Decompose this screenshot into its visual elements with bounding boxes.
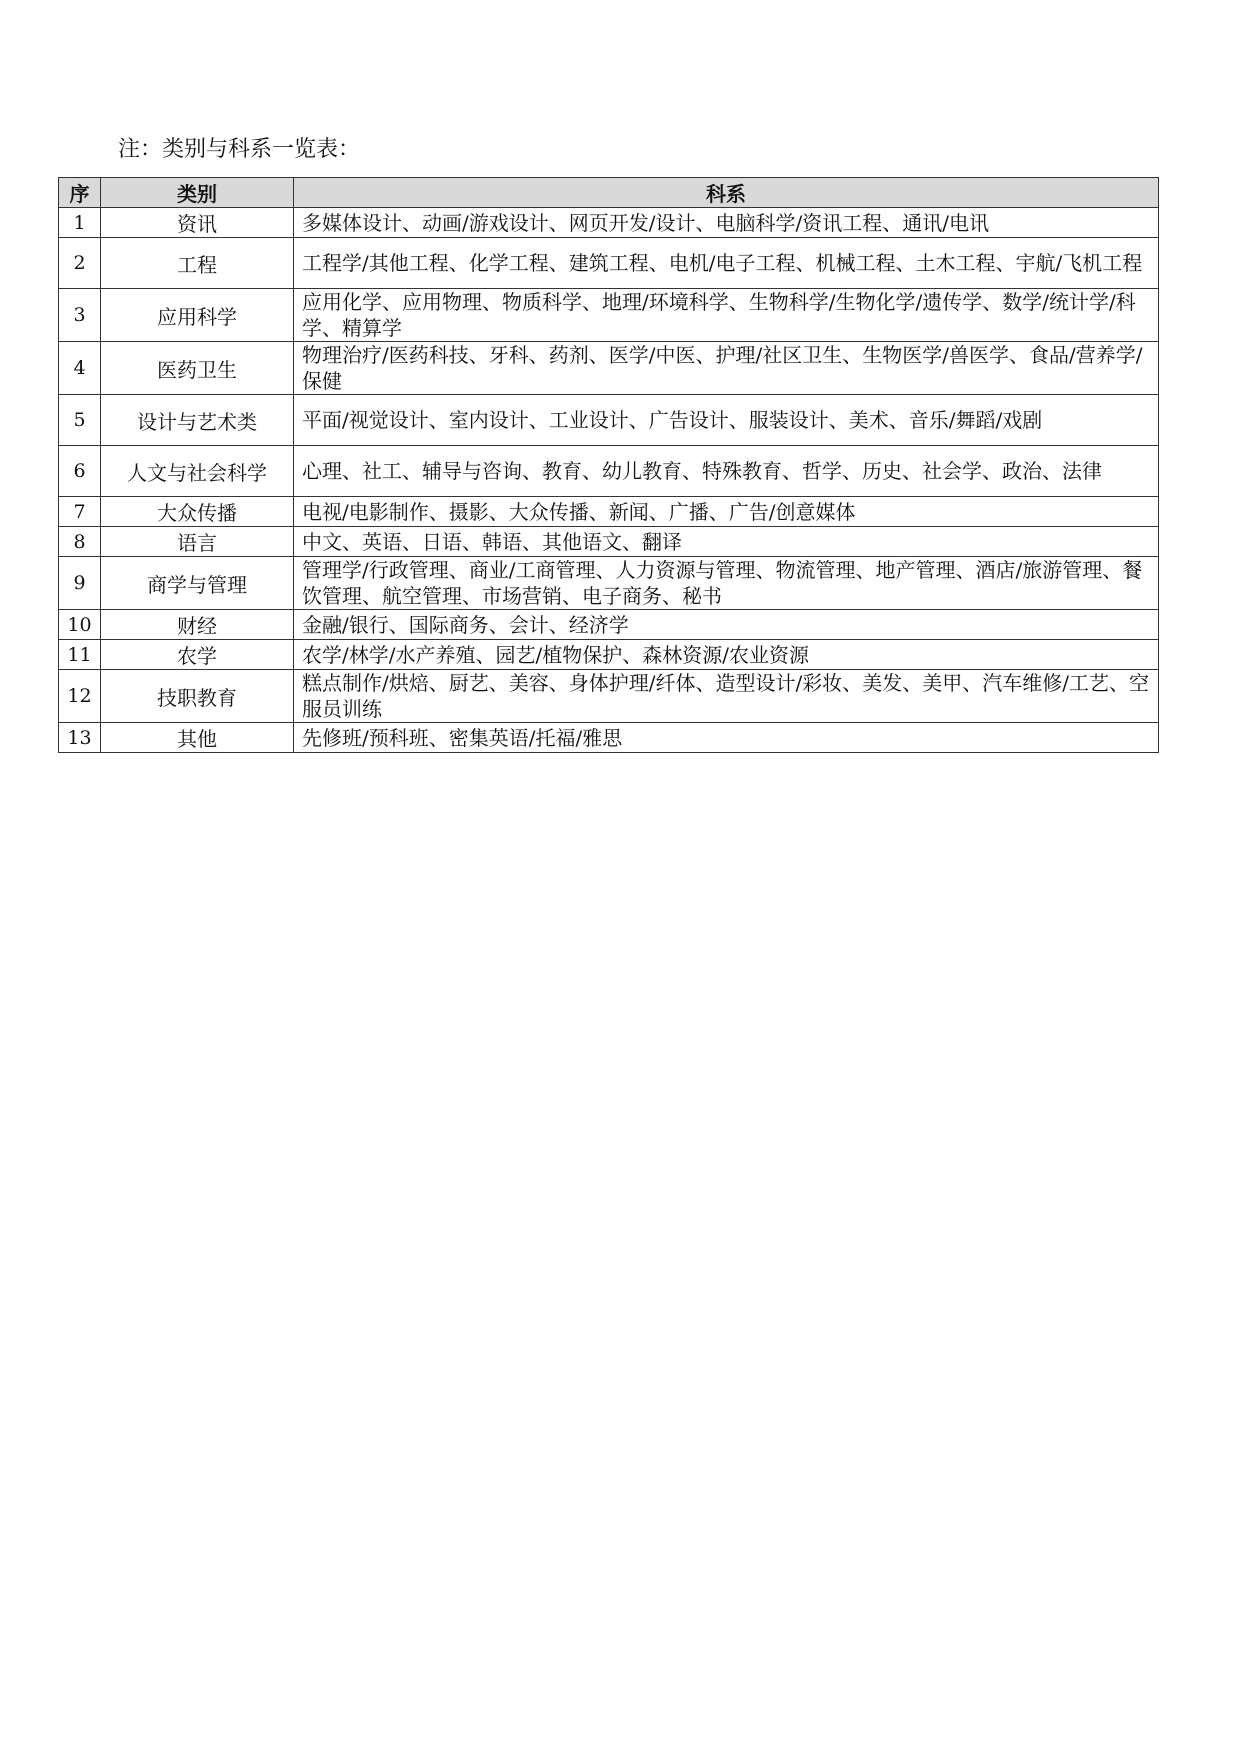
row-majors: 先修班/预科班、密集英语/托福/雅思	[294, 723, 1159, 753]
row-majors: 农学/林学/水产养殖、园艺/植物保护、森林资源/农业资源	[294, 640, 1159, 670]
row-majors: 电视/电影制作、摄影、大众传播、新闻、广播、广告/创意媒体	[294, 497, 1159, 527]
row-number: 7	[59, 497, 101, 527]
table-row	[59, 497, 1159, 527]
header-majors: 科系	[294, 178, 1159, 208]
table-row	[59, 446, 1159, 497]
row-majors: 心理、社工、辅导与咨询、教育、幼儿教育、特殊教育、哲学、历史、社会学、政治、法律	[294, 446, 1159, 497]
row-category: 医药卫生	[101, 342, 294, 395]
table-row	[59, 610, 1159, 640]
row-number: 4	[59, 342, 101, 395]
row-number: 11	[59, 640, 101, 670]
row-category: 设计与艺术类	[101, 395, 294, 446]
row-majors: 物理治疗/医药科技、牙科、药剂、医学/中医、护理/社区卫生、生物医学/兽医学、食品/营养学/保健	[294, 342, 1159, 395]
table-row	[59, 395, 1159, 446]
row-category: 工程	[101, 238, 294, 289]
header-number: 序	[59, 178, 101, 208]
row-category: 大众传播	[101, 497, 294, 527]
row-category: 资讯	[101, 208, 294, 238]
table-row	[59, 289, 1159, 342]
row-category: 商学与管理	[101, 557, 294, 610]
row-number: 12	[59, 670, 101, 723]
row-number: 13	[59, 723, 101, 753]
row-majors: 中文、英语、日语、韩语、其他语文、翻译	[294, 527, 1159, 557]
table-caption-note: 注：类别与科系一览表：	[118, 137, 361, 162]
row-majors: 多媒体设计、动画/游戏设计、网页开发/设计、电脑科学/资讯工程、通讯/电讯	[294, 208, 1159, 238]
row-number: 8	[59, 527, 101, 557]
row-category: 人文与社会科学	[101, 446, 294, 497]
table-row	[59, 670, 1159, 723]
row-category: 技职教育	[101, 670, 294, 723]
table-body	[59, 208, 1159, 753]
row-majors: 管理学/行政管理、商业/工商管理、人力资源与管理、物流管理、地产管理、酒店/旅游管理、餐饮管理、航空管理、市场营销、电子商务、秘书	[294, 557, 1159, 610]
table-row	[59, 208, 1159, 238]
row-category: 应用科学	[101, 289, 294, 342]
category-major-table	[58, 177, 1159, 753]
table-row	[59, 527, 1159, 557]
row-number: 3	[59, 289, 101, 342]
row-number: 9	[59, 557, 101, 610]
row-number: 2	[59, 238, 101, 289]
row-category: 语言	[101, 527, 294, 557]
header-category: 类别	[101, 178, 294, 208]
row-majors: 糕点制作/烘焙、厨艺、美容、身体护理/纤体、造型设计/彩妆、美发、美甲、汽车维修/工艺、空服员训练	[294, 670, 1159, 723]
row-category: 其他	[101, 723, 294, 753]
row-number: 6	[59, 446, 101, 497]
table-row	[59, 640, 1159, 670]
table-row	[59, 723, 1159, 753]
row-majors: 金融/银行、国际商务、会计、经济学	[294, 610, 1159, 640]
table-row	[59, 342, 1159, 395]
row-number: 5	[59, 395, 101, 446]
table-row	[59, 238, 1159, 289]
row-category: 财经	[101, 610, 294, 640]
table-row	[59, 557, 1159, 610]
table-header-row	[59, 178, 1159, 208]
row-majors: 工程学/其他工程、化学工程、建筑工程、电机/电子工程、机械工程、土木工程、宇航/飞机工程	[294, 238, 1159, 289]
row-number: 1	[59, 208, 101, 238]
row-number: 10	[59, 610, 101, 640]
row-majors: 应用化学、应用物理、物质科学、地理/环境科学、生物科学/生物化学/遗传学、数学/统计学/科学、精算学	[294, 289, 1159, 342]
row-category: 农学	[101, 640, 294, 670]
row-majors: 平面/视觉设计、室内设计、工业设计、广告设计、服装设计、美术、音乐/舞蹈/戏剧	[294, 395, 1159, 446]
